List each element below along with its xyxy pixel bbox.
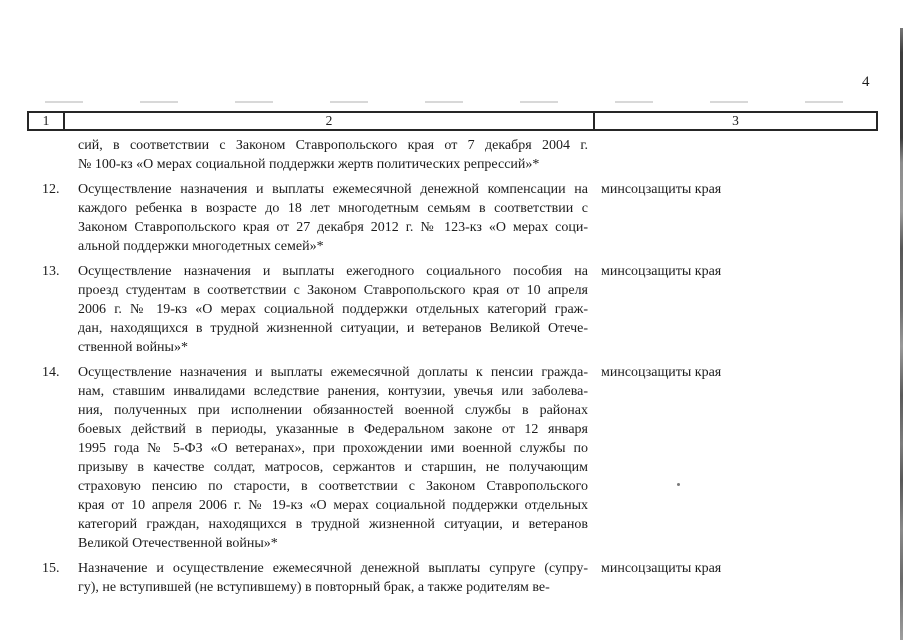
- text-line: дан, находящихся в трудной жизненной ситуации, и ветеранов Великой Отече-: [78, 321, 588, 336]
- scan-smudge: [45, 101, 860, 103]
- list-item-14: [42, 363, 878, 553]
- responsible-agency: минсоцзащиты края: [601, 365, 722, 380]
- item-text: [78, 559, 588, 597]
- item-text: [78, 262, 588, 357]
- item-text: [78, 180, 588, 256]
- responsible-agency: минсоцзащиты края: [601, 264, 722, 279]
- list-item-11-continuation: [42, 136, 878, 174]
- text-line: нам, ставшим инвалидами вследствие ранения, контузии, увечья или заболева-: [78, 384, 588, 399]
- text-line: альной поддержки многодетных семей»*: [78, 239, 324, 254]
- table-header-col-3: 3: [732, 113, 739, 128]
- item-text: [78, 136, 588, 174]
- text-line: ственной войны»*: [78, 340, 188, 355]
- text-line: страховую пенсию по старости, в соответствии с Законом Ставропольского: [78, 479, 588, 494]
- text-line: гу), не вступившей (не вступившему) в повторный брак, а также родителям ве-: [78, 580, 550, 595]
- text-line: сий, в соответствии с Законом Ставропольского края от 7 декабря 2004 г.: [78, 138, 588, 153]
- list-item-12: [42, 180, 878, 256]
- text-line: категорий граждан, находящихся в трудной жизненной ситуации, и ветеранов: [78, 517, 588, 532]
- text-line: № 100-кз «О мерах социальной поддержки жертв политических репрессий»*: [78, 157, 540, 172]
- text-line: проезд студентам в соответствии с Законом Ставропольского края от 10 апреля: [78, 283, 588, 298]
- table-body: [42, 136, 878, 597]
- item-number: 14.: [42, 365, 60, 380]
- item-text: [78, 363, 588, 553]
- page-number: 4: [862, 74, 870, 90]
- table-header-col-1: 1: [29, 113, 65, 129]
- text-line: боевых действий в периоды, указанные в Федеральном законе от 12 января: [78, 422, 588, 437]
- text-line: призыву в качестве солдат, матросов, сержантов и старшин, не получающим: [78, 460, 588, 475]
- table-header-row: [27, 111, 878, 131]
- text-line: каждого ребенка в возрасте до 18 лет многодетным семьям в соответствии с: [78, 201, 588, 216]
- text-line: ния, полученных при исполнении обязанностей военной службы в районах: [78, 403, 588, 418]
- responsible-agency: минсоцзащиты края: [601, 561, 722, 576]
- text-line: Осуществление назначения и выплаты ежемесячной доплаты к пенсии гражда-: [78, 365, 588, 380]
- text-line: Законом Ставропольского края от 27 декабря 2012 г. № 123-кз «О мерах соци-: [78, 220, 588, 235]
- item-number: 13.: [42, 264, 60, 279]
- table-header-col-2: 2: [65, 113, 595, 129]
- text-line: края от 10 апреля 2006 г. № 19-кз «О мерах социальной поддержки отдельных: [78, 498, 588, 513]
- text-line: Великой Отечественной войны»*: [78, 536, 278, 551]
- text-line: Осуществление назначения и выплаты ежегодного социального пособия на: [78, 264, 588, 279]
- item-number: 12.: [42, 182, 60, 197]
- text-line: 2006 г. № 19-кз «О мерах социальной поддержки отдельных категорий граж-: [78, 302, 588, 317]
- responsible-agency: минсоцзащиты края: [601, 182, 722, 197]
- scan-edge-artifact: [900, 28, 903, 640]
- list-item-15: [42, 559, 878, 597]
- list-item-13: [42, 262, 878, 357]
- text-line: Назначение и осуществление ежемесячной денежной выплаты супруге (супру-: [78, 561, 588, 576]
- text-line: Осуществление назначения и выплаты ежемесячной денежной компенсации на: [78, 182, 588, 197]
- item-number: 15.: [42, 561, 60, 576]
- text-line: 1995 года № 5-ФЗ «О ветеранах», при прохождении ими военной службы по: [78, 441, 588, 456]
- scan-speck: [677, 483, 680, 486]
